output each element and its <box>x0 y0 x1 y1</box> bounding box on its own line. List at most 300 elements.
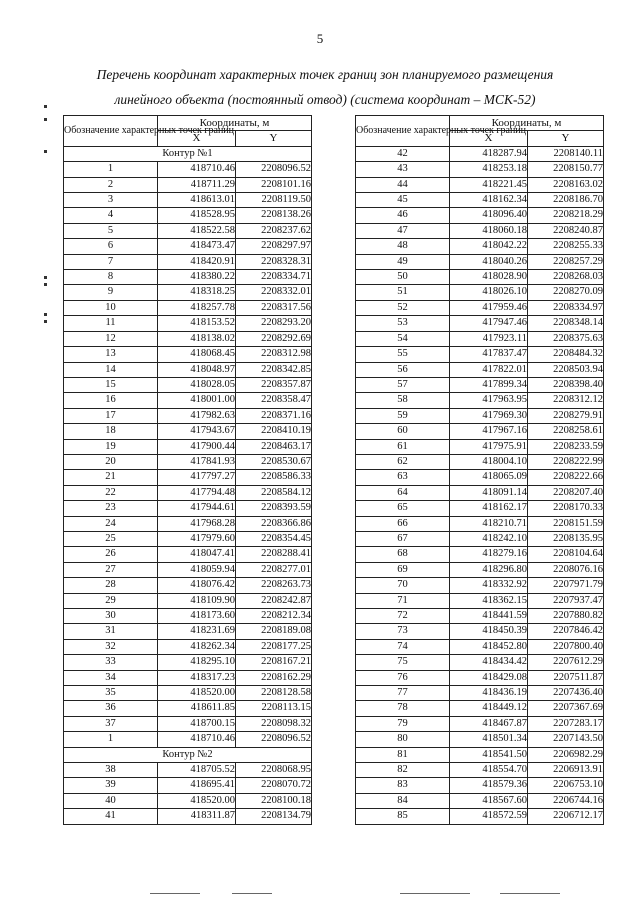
point-number: 25 <box>64 531 158 546</box>
coord-y: 2207436.40 <box>528 686 604 701</box>
table-row <box>64 516 312 531</box>
scan-mark <box>44 320 47 323</box>
coord-y: 2208240.87 <box>528 223 604 238</box>
point-number: 14 <box>64 362 158 377</box>
coord-x: 418096.40 <box>450 208 528 223</box>
coord-x: 418436.19 <box>450 686 528 701</box>
coord-x: 418153.52 <box>158 316 236 331</box>
table-row <box>356 624 604 639</box>
coord-x: 418065.09 <box>450 470 528 485</box>
table-row <box>356 593 604 608</box>
point-number: 1 <box>64 732 158 747</box>
table-row <box>356 485 604 500</box>
coord-y: 2208222.66 <box>528 470 604 485</box>
point-number: 61 <box>356 439 450 454</box>
coord-x: 418441.59 <box>450 609 528 624</box>
table-row <box>356 655 604 670</box>
point-number: 58 <box>356 393 450 408</box>
coord-y: 2207367.69 <box>528 701 604 716</box>
table-row <box>356 747 604 762</box>
coord-y: 2207971.79 <box>528 578 604 593</box>
coord-y: 2207937.47 <box>528 593 604 608</box>
point-number: 52 <box>356 300 450 315</box>
coord-y: 2208334.97 <box>528 300 604 315</box>
header-point-designation: Обозначение характерных точек границ <box>356 116 450 147</box>
coord-y: 2207143.50 <box>528 732 604 747</box>
coord-x: 418710.46 <box>158 162 236 177</box>
coord-y: 2208293.20 <box>236 316 312 331</box>
coord-y: 2208212.34 <box>236 609 312 624</box>
coord-x: 418452.80 <box>450 639 528 654</box>
table-row <box>64 793 312 808</box>
point-number: 75 <box>356 655 450 670</box>
coord-x: 417944.61 <box>158 501 236 516</box>
table-row <box>356 501 604 516</box>
point-number: 23 <box>64 501 158 516</box>
coord-y: 2208104.64 <box>528 547 604 562</box>
coord-y: 2208357.87 <box>236 377 312 392</box>
coord-x: 418287.94 <box>450 146 528 161</box>
coord-x: 418028.90 <box>450 270 528 285</box>
coord-x: 418040.26 <box>450 254 528 269</box>
margin-scan-marks <box>44 0 54 905</box>
table-row <box>64 701 312 716</box>
coord-y: 2208463.17 <box>236 439 312 454</box>
coord-x: 418567.60 <box>450 793 528 808</box>
coord-y: 2208255.33 <box>528 239 604 254</box>
header-coordinates: Координаты, м <box>158 116 312 131</box>
point-number: 47 <box>356 223 450 238</box>
coord-y: 2208140.11 <box>528 146 604 161</box>
coord-y: 2206753.10 <box>528 778 604 793</box>
point-number: 82 <box>356 763 450 778</box>
point-number: 38 <box>64 763 158 778</box>
table-row <box>64 408 312 423</box>
coord-x: 418028.05 <box>158 377 236 392</box>
table-row <box>356 208 604 223</box>
coord-y: 2208237.62 <box>236 223 312 238</box>
coord-y: 2208484.32 <box>528 347 604 362</box>
coord-x: 418001.00 <box>158 393 236 408</box>
coord-y: 2208503.94 <box>528 362 604 377</box>
coord-y: 2208398.40 <box>528 377 604 392</box>
coord-x: 417794.48 <box>158 485 236 500</box>
coord-x: 418429.08 <box>450 670 528 685</box>
header-point-designation: Обозначение характерных точек границ <box>64 116 158 147</box>
coord-y: 2208371.16 <box>236 408 312 423</box>
point-number: 67 <box>356 531 450 546</box>
point-number: 3 <box>64 193 158 208</box>
coord-y: 2208332.01 <box>236 285 312 300</box>
table-row <box>356 778 604 793</box>
coord-x: 418042.22 <box>450 239 528 254</box>
coord-y: 2208151.59 <box>528 516 604 531</box>
coord-x: 418109.90 <box>158 593 236 608</box>
point-number: 16 <box>64 393 158 408</box>
point-number: 78 <box>356 701 450 716</box>
coord-x: 418318.25 <box>158 285 236 300</box>
coord-y: 2208170.33 <box>528 501 604 516</box>
scan-mark <box>44 276 47 279</box>
table-row <box>64 316 312 331</box>
table-row <box>356 732 604 747</box>
point-number: 68 <box>356 547 450 562</box>
table-row <box>356 285 604 300</box>
coord-y: 2208076.16 <box>528 562 604 577</box>
coord-y: 2208348.14 <box>528 316 604 331</box>
header-y: Y <box>236 131 312 146</box>
coord-x: 418091.14 <box>450 485 528 500</box>
coord-y: 2208366.86 <box>236 516 312 531</box>
point-number: 39 <box>64 778 158 793</box>
coord-x: 418695.41 <box>158 778 236 793</box>
coord-y: 2208288.41 <box>236 547 312 562</box>
table-row <box>356 177 604 192</box>
table-row <box>64 485 312 500</box>
coord-y: 2208163.02 <box>528 177 604 192</box>
point-number: 72 <box>356 609 450 624</box>
coord-x: 418528.95 <box>158 208 236 223</box>
coord-y: 2208177.25 <box>236 639 312 654</box>
coord-y: 2208207.40 <box>528 485 604 500</box>
point-number: 12 <box>64 331 158 346</box>
coord-y: 2208334.71 <box>236 270 312 285</box>
point-number: 81 <box>356 747 450 762</box>
point-number: 10 <box>64 300 158 315</box>
coord-x: 418060.18 <box>450 223 528 238</box>
table-row <box>64 424 312 439</box>
coord-x: 418520.00 <box>158 686 236 701</box>
table-row <box>64 470 312 485</box>
point-number: 19 <box>64 439 158 454</box>
table-row <box>64 639 312 654</box>
scan-mark <box>44 150 47 153</box>
point-number: 46 <box>356 208 450 223</box>
table-row <box>64 223 312 238</box>
coord-x: 418257.78 <box>158 300 236 315</box>
point-number: 57 <box>356 377 450 392</box>
table-row <box>64 162 312 177</box>
point-number: 62 <box>356 454 450 469</box>
point-number: 17 <box>64 408 158 423</box>
table-row <box>64 208 312 223</box>
point-number: 28 <box>64 578 158 593</box>
coord-x: 418047.41 <box>158 547 236 562</box>
table-row <box>356 531 604 546</box>
coord-x: 418068.45 <box>158 347 236 362</box>
point-number: 30 <box>64 609 158 624</box>
coord-x: 417841.93 <box>158 454 236 469</box>
header-x: X <box>158 131 236 146</box>
coord-y: 2208312.98 <box>236 347 312 362</box>
coord-x: 417797.27 <box>158 470 236 485</box>
table-row <box>356 254 604 269</box>
coord-x: 418242.10 <box>450 531 528 546</box>
point-number: 60 <box>356 424 450 439</box>
point-number: 65 <box>356 501 450 516</box>
coordinates-table-left <box>63 115 312 825</box>
coord-x: 417963.95 <box>450 393 528 408</box>
coord-y: 2208279.91 <box>528 408 604 423</box>
point-number: 31 <box>64 624 158 639</box>
table-row <box>356 578 604 593</box>
coord-x: 418076.42 <box>158 578 236 593</box>
point-number: 29 <box>64 593 158 608</box>
table-row <box>64 655 312 670</box>
table-row <box>356 716 604 731</box>
coord-y: 2206712.17 <box>528 809 604 824</box>
coord-x: 418710.46 <box>158 732 236 747</box>
point-number: 6 <box>64 239 158 254</box>
coord-y: 2208096.52 <box>236 732 312 747</box>
header-x: X <box>450 131 528 146</box>
point-number: 66 <box>356 516 450 531</box>
point-number: 56 <box>356 362 450 377</box>
coord-y: 2208128.58 <box>236 686 312 701</box>
coord-x: 418434.42 <box>450 655 528 670</box>
table-row <box>64 763 312 778</box>
coord-y: 2206982.29 <box>528 747 604 762</box>
coord-y: 2208297.97 <box>236 239 312 254</box>
coord-x: 418450.39 <box>450 624 528 639</box>
coord-x: 418279.16 <box>450 547 528 562</box>
coord-x: 417982.63 <box>158 408 236 423</box>
coord-x: 418311.87 <box>158 809 236 824</box>
point-number: 80 <box>356 732 450 747</box>
point-number: 70 <box>356 578 450 593</box>
coord-x: 418210.71 <box>450 516 528 531</box>
point-number: 7 <box>64 254 158 269</box>
table-row <box>356 763 604 778</box>
coord-y: 2208263.73 <box>236 578 312 593</box>
table-row <box>356 347 604 362</box>
table-row <box>356 377 604 392</box>
point-number: 76 <box>356 670 450 685</box>
point-number: 37 <box>64 716 158 731</box>
coord-x: 418554.70 <box>450 763 528 778</box>
point-number: 18 <box>64 424 158 439</box>
coord-x: 418449.12 <box>450 701 528 716</box>
table-row <box>356 300 604 315</box>
table-row <box>64 393 312 408</box>
coord-y: 2208135.95 <box>528 531 604 546</box>
table-row <box>356 193 604 208</box>
coord-y: 2206744.16 <box>528 793 604 808</box>
point-number: 5 <box>64 223 158 238</box>
coord-y: 2208189.08 <box>236 624 312 639</box>
coord-y: 2208242.87 <box>236 593 312 608</box>
coord-x: 418522.58 <box>158 223 236 238</box>
point-number: 79 <box>356 716 450 731</box>
table-row <box>356 454 604 469</box>
point-number: 41 <box>64 809 158 824</box>
coord-y: 2207846.42 <box>528 624 604 639</box>
point-number: 55 <box>356 347 450 362</box>
coord-x: 418173.60 <box>158 609 236 624</box>
coord-x: 418473.47 <box>158 239 236 254</box>
table-row <box>64 593 312 608</box>
coord-x: 418332.92 <box>450 578 528 593</box>
point-number: 36 <box>64 701 158 716</box>
coord-x: 418059.94 <box>158 562 236 577</box>
coord-x: 417899.34 <box>450 377 528 392</box>
contour-row <box>64 747 312 762</box>
table-row <box>356 470 604 485</box>
coord-y: 2208257.29 <box>528 254 604 269</box>
table-row <box>356 516 604 531</box>
coord-y: 2208167.21 <box>236 655 312 670</box>
table-row <box>64 377 312 392</box>
point-number: 69 <box>356 562 450 577</box>
coord-x: 418221.45 <box>450 177 528 192</box>
coord-y: 2208100.18 <box>236 793 312 808</box>
table-row <box>64 239 312 254</box>
coord-y: 2207880.82 <box>528 609 604 624</box>
coord-x: 418700.15 <box>158 716 236 731</box>
point-number: 32 <box>64 639 158 654</box>
title-line-1: Перечень координат характерных точек границ зон планируемого размещения <box>96 67 554 82</box>
scan-mark <box>44 313 47 316</box>
table-row <box>356 809 604 824</box>
document-title <box>40 62 610 112</box>
point-number: 34 <box>64 670 158 685</box>
table-row <box>64 362 312 377</box>
table-row <box>356 547 604 562</box>
coord-x: 418541.50 <box>450 747 528 762</box>
table-row <box>356 393 604 408</box>
contour-row <box>64 146 312 161</box>
table-row <box>356 639 604 654</box>
point-number: 50 <box>356 270 450 285</box>
table-row <box>64 439 312 454</box>
point-number: 26 <box>64 547 158 562</box>
point-number: 74 <box>356 639 450 654</box>
coordinates-table-right <box>355 115 604 825</box>
coord-y: 2208162.29 <box>236 670 312 685</box>
coord-x: 418572.59 <box>450 809 528 824</box>
coord-x: 418613.01 <box>158 193 236 208</box>
coord-x: 418004.10 <box>450 454 528 469</box>
table-row <box>356 670 604 685</box>
coord-x: 418296.80 <box>450 562 528 577</box>
coord-y: 2208101.16 <box>236 177 312 192</box>
table-row <box>64 531 312 546</box>
table-row <box>64 578 312 593</box>
coord-y: 2208586.33 <box>236 470 312 485</box>
scan-mark <box>44 105 47 108</box>
coord-x: 418231.69 <box>158 624 236 639</box>
coord-x: 418295.10 <box>158 655 236 670</box>
table-row <box>64 347 312 362</box>
table-row <box>64 547 312 562</box>
point-number: 9 <box>64 285 158 300</box>
coord-x: 418520.00 <box>158 793 236 808</box>
table-row <box>356 793 604 808</box>
coord-x: 417947.46 <box>450 316 528 331</box>
coord-y: 2208530.67 <box>236 454 312 469</box>
point-number: 11 <box>64 316 158 331</box>
coord-y: 2208258.61 <box>528 424 604 439</box>
table-row <box>64 809 312 824</box>
coord-x: 418048.97 <box>158 362 236 377</box>
coord-y: 2207283.17 <box>528 716 604 731</box>
scan-mark <box>44 283 47 286</box>
table-row <box>356 701 604 716</box>
point-number: 42 <box>356 146 450 161</box>
coord-x: 417967.16 <box>450 424 528 439</box>
table-row <box>64 501 312 516</box>
point-number: 85 <box>356 809 450 824</box>
coord-y: 2208358.47 <box>236 393 312 408</box>
coord-y: 2208134.79 <box>236 809 312 824</box>
coord-y: 2208277.01 <box>236 562 312 577</box>
table-row <box>64 193 312 208</box>
table-row <box>356 408 604 423</box>
coord-y: 2208410.19 <box>236 424 312 439</box>
coord-y: 2208186.70 <box>528 193 604 208</box>
coord-x: 418262.34 <box>158 639 236 654</box>
point-number: 27 <box>64 562 158 577</box>
coord-y: 2208070.72 <box>236 778 312 793</box>
coord-y: 2208328.31 <box>236 254 312 269</box>
coord-y: 2208268.03 <box>528 270 604 285</box>
coord-y: 2207612.29 <box>528 655 604 670</box>
table-row <box>64 300 312 315</box>
title-line-2: линейного объекта (постоянный отвод) (система координат – МСК-52) <box>114 92 536 107</box>
table-row <box>356 609 604 624</box>
coord-y: 2208317.56 <box>236 300 312 315</box>
coord-x: 418579.36 <box>450 778 528 793</box>
coord-x: 417900.44 <box>158 439 236 454</box>
coord-x: 418317.23 <box>158 670 236 685</box>
point-number: 59 <box>356 408 450 423</box>
table-row <box>356 362 604 377</box>
table-row <box>64 331 312 346</box>
point-number: 44 <box>356 177 450 192</box>
coord-y: 2208068.95 <box>236 763 312 778</box>
coord-x: 417979.60 <box>158 531 236 546</box>
header-y: Y <box>528 131 604 146</box>
coord-x: 418501.34 <box>450 732 528 747</box>
footer-rule <box>500 893 560 894</box>
point-number: 48 <box>356 239 450 254</box>
table-row <box>64 778 312 793</box>
coord-y: 2208270.09 <box>528 285 604 300</box>
coord-x: 418711.29 <box>158 177 236 192</box>
point-number: 54 <box>356 331 450 346</box>
point-number: 49 <box>356 254 450 269</box>
coord-x: 418467.87 <box>450 716 528 731</box>
table-row <box>356 439 604 454</box>
coord-x: 417975.91 <box>450 439 528 454</box>
header-coordinates: Координаты, м <box>450 116 604 131</box>
table-row <box>64 624 312 639</box>
coord-y: 2207511.87 <box>528 670 604 685</box>
coord-x: 418380.22 <box>158 270 236 285</box>
point-number: 4 <box>64 208 158 223</box>
coord-y: 2208342.85 <box>236 362 312 377</box>
contour-label: Контур №2 <box>64 747 312 762</box>
coord-y: 2208312.12 <box>528 393 604 408</box>
coord-x: 418162.17 <box>450 501 528 516</box>
table-row <box>64 670 312 685</box>
coord-x: 417968.28 <box>158 516 236 531</box>
table-row <box>64 285 312 300</box>
coord-y: 2208150.77 <box>528 162 604 177</box>
coord-y: 2207800.40 <box>528 639 604 654</box>
coord-x: 418162.34 <box>450 193 528 208</box>
coord-y: 2208138.26 <box>236 208 312 223</box>
